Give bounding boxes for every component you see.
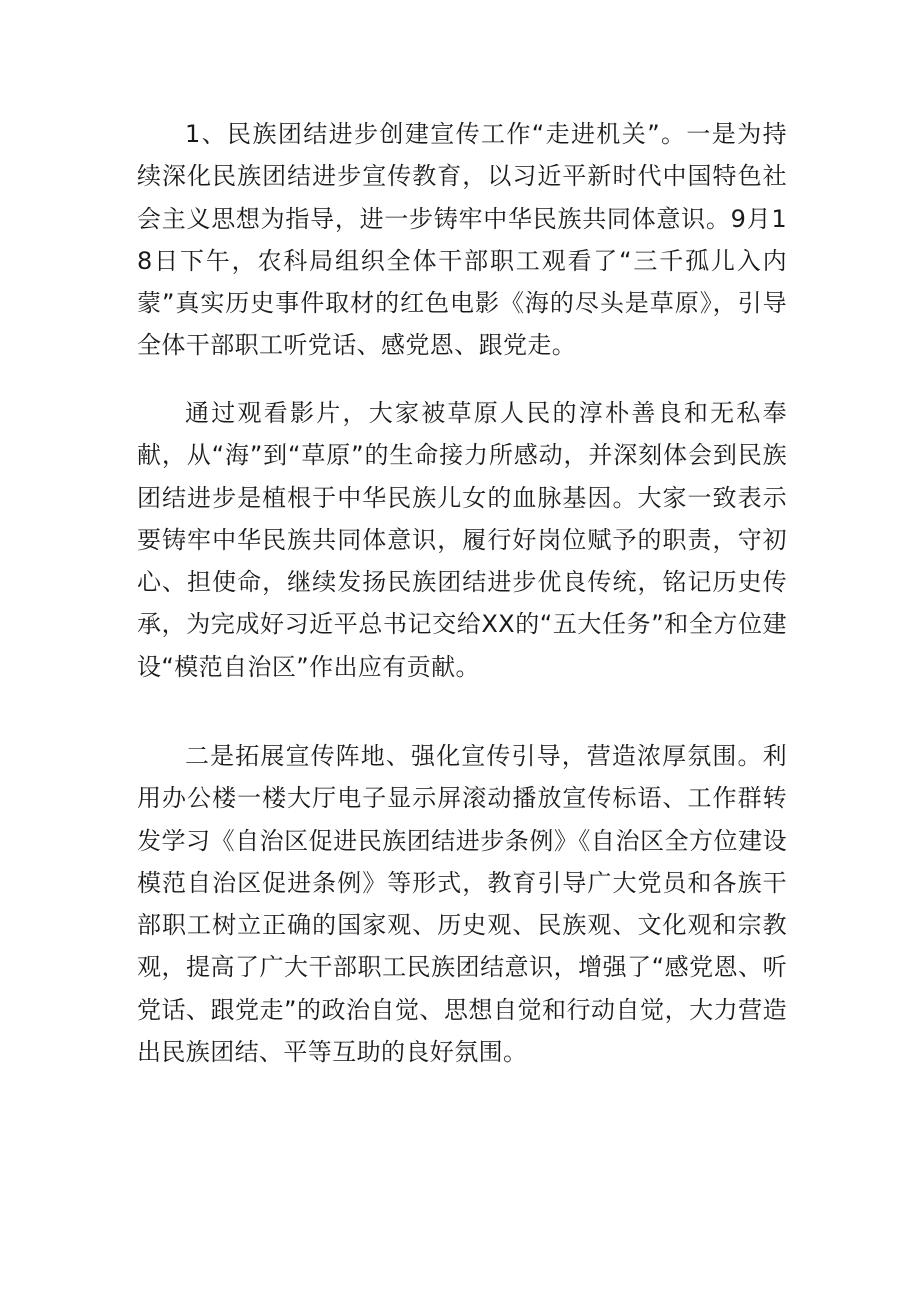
paragraph-3: 二是拓展宣传阵地、强化宣传引导，营造浓厚氛围。利用办公楼一楼大厅电子显示屏滚动播放宣传标语、工作群转发学习《自治区促进民族团结进步条例》《自治区全方位建设模范自治区促进条例》等形式，教育引导广大党员和各族干部职工树立正确的国家观、历史观、民族观、文化观和宗教观，提高了广大干部职工民族团结意识，增强了“感党恩、听党话、跟党走”的政治自觉、思想自觉和行动自觉，大力营造出民族团结、平等互助的良好氛围。	[137, 742, 787, 1067]
paragraph-2: 通过观看影片，大家被草原人民的淳朴善良和无私奉献，从“海”到“草原”的生命接力所感动，并深刻体会到民族团结进步是植根于中华民族儿女的血脉基因。大家一致表示要铸牢中华民族共同体意识，履行好岗位赋予的职责，守初心、担使命，继续发扬民族团结进步优良传统，铭记历史传承，为完成好习近平总书记交给XX的“五大任务”和全方位建设“模范自治区”作出应有贡献。	[137, 399, 787, 681]
paragraph-1: 1、民族团结进步创建宣传工作“走进机关”。一是为持续深化民族团结进步宣传教育，以习近平新时代中国特色社会主义思想为指导，进一步铸牢中华民族共同体意识。9月18日下午，农科局组织全体干部职工观看了“三千孤儿入内蒙”真实历史事件取材的红色电影《海的尽头是草原》，引导全体干部职工听党话、感党恩、跟党走。	[137, 120, 787, 360]
